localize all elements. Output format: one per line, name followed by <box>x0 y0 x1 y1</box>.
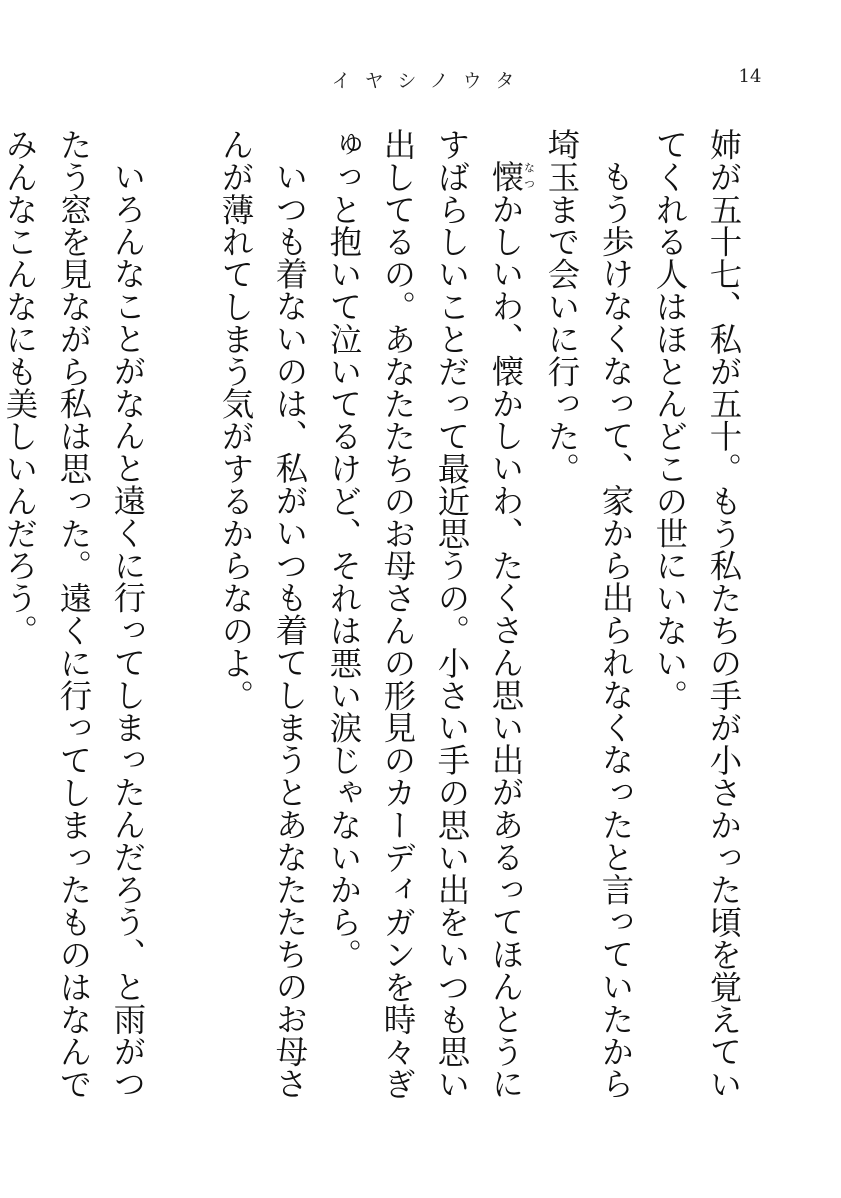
paragraph-1: 姉が五十七、私が五十。もう私たちの手が小さかった頃を覚えていてくれる人はほとんどこの世にいない。 <box>651 128 743 1100</box>
page-number: 14 <box>738 66 762 87</box>
ruby-base: 懐 <box>487 160 525 193</box>
paragraph-2: もう歩けなくなって、家から出られなくなったと言っていたから埼玉まで会いに行った。 <box>543 128 635 1100</box>
paragraph-3 <box>317 128 535 1128</box>
paragraph-3-rest: かしいわ、懐かしいわ、たくさん思い出があるってほんとうにすばらしいことだって最近思うの。小さい手の思い出をいつも思い出してるの。あなたたちのお母さんの形見のカーディガンを時々ぎゅっと抱いて泣いてるけど、それは悪い涙じゃないから。 <box>325 128 525 1100</box>
ruby-natsu <box>487 160 536 193</box>
running-title: イヤシノウタ <box>331 70 529 92</box>
paragraph-5: いろんなことがなんと遠くに行ってしまったんだろう、と雨がつたう窓を見ながら私は思った。遠くに行ってしまったものはなんでみんなこんなにも美しいんだろう。 <box>1 128 147 1100</box>
body-text <box>1 128 751 1128</box>
blank-line <box>155 128 209 1128</box>
paragraph-4: いつも着ないのは、私がいつも着てしまうとあなたたちのお母さんが薄れてしまう気がするからなのよ。 <box>217 128 309 1100</box>
ruby-reading: なつ <box>522 160 536 193</box>
